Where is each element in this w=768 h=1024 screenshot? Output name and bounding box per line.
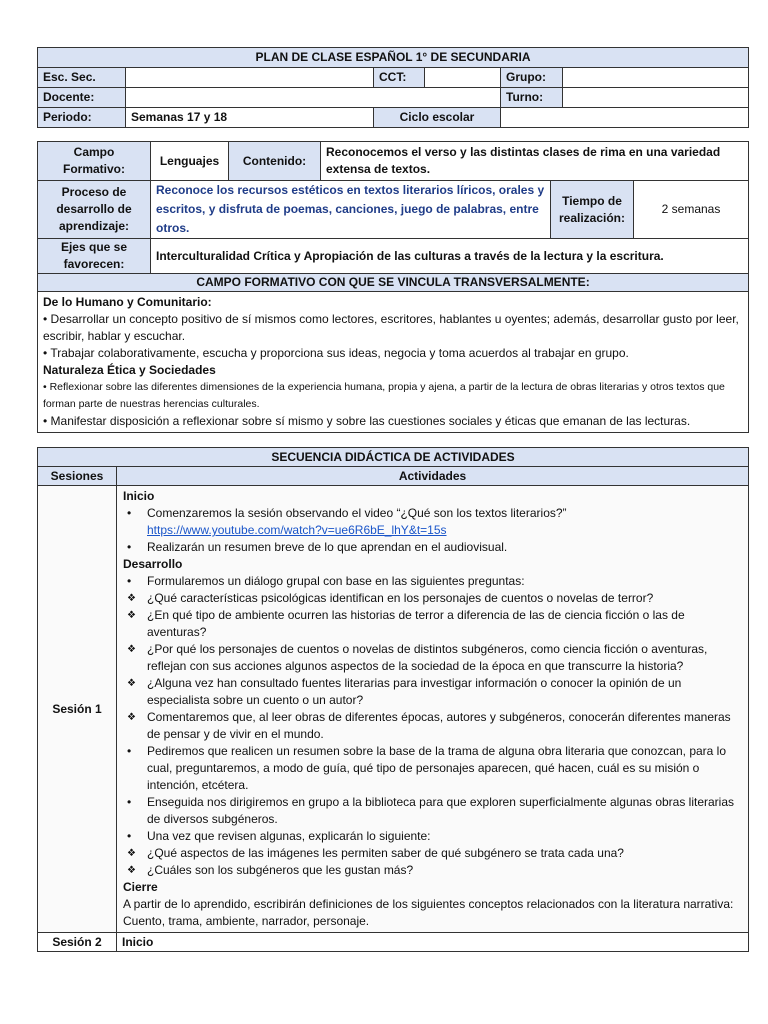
item-text: Formularemos un diálogo grupal con base en las siguientes preguntas: <box>147 574 525 588</box>
session-2-label: Sesión 2 <box>38 933 117 952</box>
item-text: ¿Cuáles son los subgéneros que les gustan más? <box>147 863 414 877</box>
item-text: ¿Alguna vez han consultado fuentes literarias para investigar información o conocer la opinión de un especialista sobre un cuento o un autor? <box>147 676 682 707</box>
bullet-icon: • <box>127 795 132 809</box>
ciclo-label: Ciclo escolar <box>374 108 501 128</box>
etica-title: Naturaleza Ética y Sociedades <box>43 363 216 377</box>
sequence-title: SECUENCIA DIDÁCTICA DE ACTIVIDADES <box>38 448 749 467</box>
bullet-icon: • <box>127 540 132 554</box>
question-item <box>123 675 742 709</box>
transversal-title: CAMPO FORMATIVO CON QUE SE VINCULA TRANSVERSALMENTE: <box>38 274 749 292</box>
item-text: Una vez que revisen algunas, explicarán lo siguiente: <box>147 829 431 843</box>
grupo-field[interactable] <box>563 68 749 88</box>
question-item <box>123 590 742 607</box>
diamond-bullet-icon: ❖ <box>127 712 136 723</box>
video-link[interactable]: https://www.youtube.com/watch?v=ue6R6bE_lhY&t=15s <box>147 523 447 537</box>
docente-label: Docente: <box>38 88 126 108</box>
turno-label: Turno: <box>501 88 563 108</box>
transversal-content <box>38 292 749 433</box>
proceso-value: Reconoce los recursos estéticos en textos literarios líricos, orales y escritos, y disfruta de poemas, canciones, juego de palabras, entre otros. <box>151 181 551 239</box>
item-text: ¿Qué aspectos de las imágenes les permiten saber de qué subgénero se trata cada una? <box>147 846 624 860</box>
question-item <box>123 845 742 862</box>
grupo-label: Grupo: <box>501 68 563 88</box>
item-text: Enseguida nos dirigiremos en grupo a la biblioteca para que exploren superficialmente algunas obras literarias de diversos subgéneros. <box>147 795 735 826</box>
item-text: ¿Por qué los personajes de cuentos o novelas de distintos subgéneros, como ciencia ficción o aventuras, reflejan con sus acciones algunos aspectos de la sociedad de la época en que transcurre la historia? <box>147 642 708 673</box>
ciclo-field[interactable] <box>501 108 749 128</box>
bullet-item <box>123 573 742 590</box>
question-item <box>123 641 742 675</box>
bullet-item <box>123 828 742 845</box>
esc-sec-field[interactable] <box>126 68 374 88</box>
campo-label: Campo Formativo: <box>38 142 151 181</box>
periodo-label: Periodo: <box>38 108 126 128</box>
question-item <box>123 862 742 879</box>
etica-item: • Manifestar disposición a reflexionar sobre sí mismo y sobre las cuestiones sociales y éticas que emanan de las lecturas. <box>43 414 691 428</box>
session-1-activities <box>117 486 749 933</box>
session-2-heading: Inicio <box>117 933 749 952</box>
bullet-icon: • <box>127 506 132 520</box>
cct-field[interactable] <box>425 68 501 88</box>
humano-title: De lo Humano y Comunitario: <box>43 295 212 309</box>
bullet-icon: • <box>127 829 132 843</box>
item-text: Comenzaremos la sesión observando el video “¿Qué son los textos literarios?” <box>147 506 567 520</box>
item-text: ¿Qué características psicológicas identifican en los personajes de cuentos o novelas de terror? <box>147 591 654 605</box>
bullet-item <box>123 743 742 794</box>
section-heading: Inicio <box>123 489 155 503</box>
activity-text: Cuento, trama, ambiente, narrador, personaje. <box>123 914 370 928</box>
esc-sec-label: Esc. Sec. <box>38 68 126 88</box>
item-text: ¿En qué tipo de ambiente ocurren las historias de terror a diferencia de las de ciencia ficción o las de aventuras? <box>147 608 685 639</box>
docente-field[interactable] <box>126 88 501 108</box>
diamond-bullet-icon: ❖ <box>127 644 136 655</box>
item-text: Pediremos que realicen un resumen sobre la base de la trama de alguna obra literaria que conozcan, para lo cual, preguntaremos, a modo de guía, qué tipo de personajes aparecen, qué hacen, cuál es su misión o intención, etcétera. <box>147 744 727 792</box>
diamond-bullet-icon: ❖ <box>127 848 136 859</box>
section-heading: Cierre <box>123 880 158 894</box>
contenido-value: Reconocemos el verso y las distintas clases de rima en una variedad extensa de textos. <box>321 142 749 181</box>
periodo-field[interactable]: Semanas 17 y 18 <box>126 108 374 128</box>
diamond-bullet-icon: ❖ <box>127 678 136 689</box>
plan-table <box>37 141 749 433</box>
plan-title: PLAN DE CLASE ESPAÑOL 1° DE SECUNDARIA <box>38 48 749 68</box>
tiempo-label: Tiempo de realización: <box>551 181 634 239</box>
ejes-label: Ejes que se favorecen: <box>38 239 151 274</box>
humano-item: • Desarrollar un concepto positivo de sí mismos como lectores, escritores, hablantes u oyentes; además, desarrollar gusto por leer, escribir, hablar y escuchar. <box>43 312 739 343</box>
proceso-label: Proceso de desarrollo de aprendizaje: <box>38 181 151 239</box>
sequence-table <box>37 447 749 952</box>
bullet-icon: • <box>127 744 132 758</box>
campo-value: Lenguajes <box>151 142 229 181</box>
ejes-value: Interculturalidad Crítica y Apropiación de las culturas a través de la lectura y la escritura. <box>151 239 749 274</box>
item-text: Comentaremos que, al leer obras de diferentes épocas, autores y subgéneros, conocerán diferentes maneras de pensar y de vivir en el mundo. <box>147 710 731 741</box>
sessions-header: Sesiones <box>38 467 117 486</box>
question-item <box>123 607 742 641</box>
diamond-bullet-icon: ❖ <box>127 865 136 876</box>
bullet-item <box>123 505 742 522</box>
bullet-item <box>123 539 742 556</box>
tiempo-value: 2 semanas <box>634 181 749 239</box>
humano-item: • Trabajar colaborativamente, escucha y proporciona sus ideas, negocia y toma acuerdos al trabajar en grupo. <box>43 346 629 360</box>
session-1-label: Sesión 1 <box>38 486 117 933</box>
section-heading: Desarrollo <box>123 557 183 571</box>
diamond-bullet-icon: ❖ <box>127 593 136 604</box>
question-item <box>123 709 742 743</box>
diamond-bullet-icon: ❖ <box>127 610 136 621</box>
item-text: Realizarán un resumen breve de lo que aprendan en el audiovisual. <box>147 540 508 554</box>
turno-field[interactable] <box>563 88 749 108</box>
etica-item: • Reflexionar sobre las diferentes dimensiones de la experiencia humana, propia y ajena, a partir de la lectura de obras literarias y otros textos que forman parte de nuestras herencias culturales. <box>43 381 725 410</box>
bullet-item <box>123 794 742 828</box>
activities-header: Actividades <box>117 467 749 486</box>
header-table <box>37 47 749 128</box>
cct-label: CCT: <box>374 68 425 88</box>
bullet-icon: • <box>127 574 132 588</box>
activity-text: A partir de lo aprendido, escribirán definiciones de los siguientes conceptos relacionados con la literatura narrativa: <box>123 897 734 911</box>
contenido-label: Contenido: <box>229 142 321 181</box>
